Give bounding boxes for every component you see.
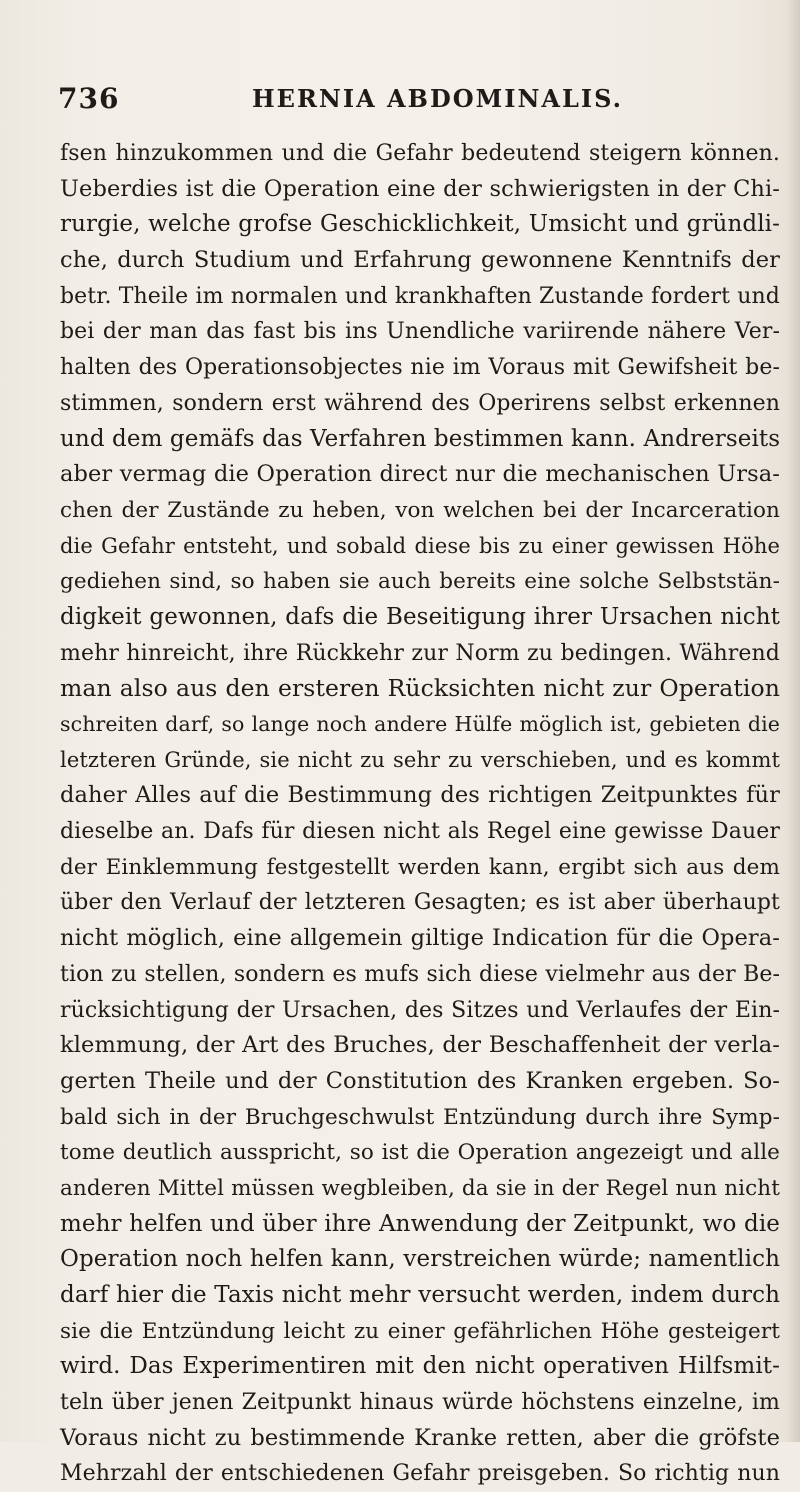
- text-line: gediehen sind, so haben sie auch bereits eine solche Selbststän-: [60, 569, 780, 595]
- text-line: klemmung, der Art des Bruches, der Beschaffenheit der verla-: [60, 1032, 780, 1059]
- text-line: Voraus nicht zu bestimmende Kranke retten, aber die gröfste: [60, 1424, 780, 1451]
- text-line: digkeit gewonnen, dafs die Beseitigung ihrer Ursachen nicht: [60, 603, 780, 630]
- text-line: schreiten darf, so lange noch andere Hülfe möglich ist, gebieten die: [60, 712, 780, 736]
- text-line: aber vermag die Operation direct nur die mechanischen Ursa-: [60, 461, 780, 488]
- text-line: fsen hinzukommen und die Gefahr bedeutend steigern können.: [60, 141, 780, 166]
- text-line: anderen Mittel müssen wegbleiben, da sie in der Regel nun nicht: [60, 1175, 780, 1201]
- text-line: daher Alles auf die Bestimmung des richtigen Zeitpunktes für: [60, 782, 780, 809]
- text-line: Operation noch helfen kann, verstreichen würde; namentlich: [60, 1246, 780, 1273]
- text-line: bei der man das fast bis ins Unendliche variirende nähere Ver-: [60, 319, 780, 345]
- text-line: Mehrzahl der entschiedenen Gefahr preisgeben. So richtig nun: [60, 1461, 780, 1487]
- body-text: [60, 136, 780, 1492]
- text-line: mehr helfen und über ihre Anwendung der Zeitpunkt, wo die: [60, 1210, 780, 1237]
- text-line: Ueberdies ist die Operation eine der schwierigsten in der Chi-: [60, 175, 780, 202]
- text-line: tion zu stellen, sondern es mufs sich diese vielmehr aus der Be-: [60, 961, 780, 987]
- text-line: chen der Zustände zu heben, von welchen bei der Incarceration: [60, 497, 780, 523]
- text-line: rurgie, welche grofse Geschicklichkeit, Umsicht und gründli-: [60, 211, 780, 238]
- text-line: darf hier die Taxis nicht mehr versucht werden, indem durch: [60, 1282, 780, 1308]
- text-line: und dem gemäfs das Verfahren bestimmen kann. Andrerseits: [60, 425, 781, 452]
- text-line: letzteren Gründe, sie nicht zu sehr zu verschieben, und es kommt: [60, 747, 780, 772]
- text-line: wird. Das Experimentiren mit den nicht operativen Hilfsmit-: [60, 1353, 780, 1380]
- text-line: über den Verlauf der letzteren Gesagten; es ist aber überhaupt: [60, 890, 780, 916]
- text-line: bald sich in der Bruchgeschwulst Entzündung durch ihre Symp-: [60, 1104, 780, 1130]
- text-line: stimmen, sondern erst während des Operirens selbst erkennen: [60, 390, 780, 416]
- text-line: dieselbe an. Dafs für diesen nicht als Regel eine gewisse Dauer: [60, 819, 780, 845]
- text-line: der Einklemmung festgestellt werden kann, ergibt sich aus dem: [60, 854, 780, 880]
- page-header: [58, 82, 778, 122]
- text-line: halten des Operationsobjectes nie im Voraus mit Gewifsheit be-: [60, 355, 780, 381]
- text-line: sie die Entzündung leicht zu einer gefährlichen Höhe gesteigert: [60, 1318, 780, 1344]
- text-line: man also aus den ersteren Rücksichten nicht zur Operation: [60, 674, 780, 703]
- text-line: teln über jenen Zeitpunkt hinaus würde höchstens einzelne, im: [60, 1390, 780, 1416]
- text-line: rücksichtigung der Ursachen, des Sitzes und Verlaufes der Ein-: [60, 997, 780, 1023]
- text-line: mehr hinreicht, ihre Rückkehr zur Norm zu bedingen. Während: [60, 640, 780, 666]
- text-line: betr. Theile im normalen und krankhaften Zustande fordert und: [60, 283, 780, 309]
- page-edge-shadow: [786, 0, 800, 1442]
- text-line: die Gefahr entsteht, und sobald diese bis zu einer gewissen Höhe: [60, 533, 780, 558]
- text-line: nicht möglich, eine allgemein giltige Indication für die Opera-: [60, 925, 780, 952]
- running-title: HERNIA ABDOMINALIS.: [252, 84, 623, 113]
- page-number: 736: [58, 82, 120, 115]
- text-line: tome deutlich ausspricht, so ist die Operation angezeigt und alle: [60, 1140, 780, 1166]
- text-line: che, durch Studium und Erfahrung gewonnene Kenntnifs der: [60, 247, 780, 274]
- text-line: gerten Theile und der Constitution des Kranken ergeben. So-: [60, 1067, 780, 1094]
